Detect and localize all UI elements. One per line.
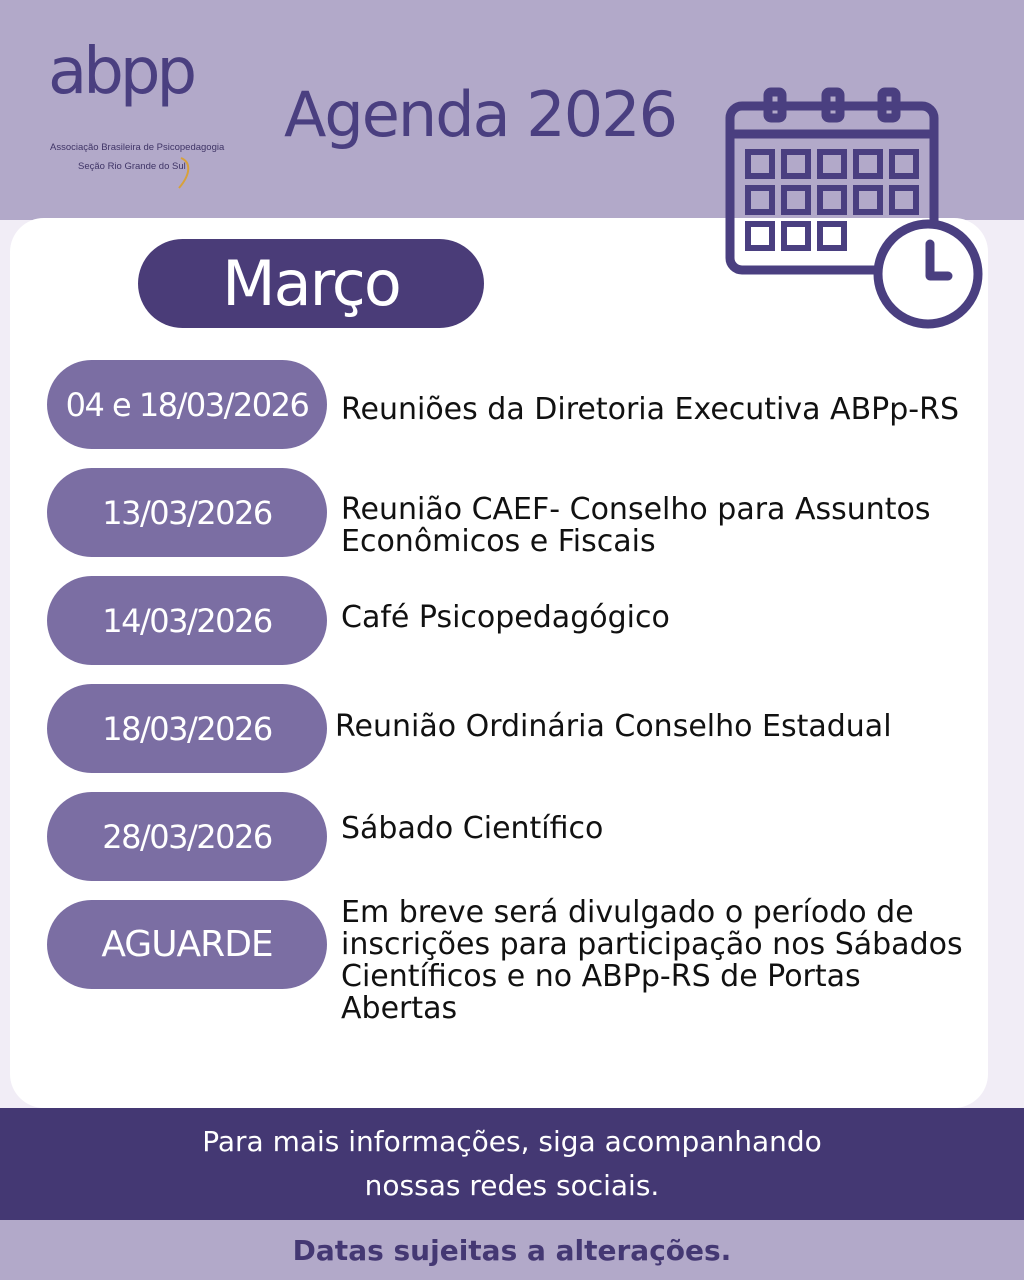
event-date-pill: 04 e 18/03/2026 <box>47 360 327 449</box>
event-description <box>335 711 975 743</box>
event-description-line: Reuniões da Diretoria Executiva ABPp-RS <box>341 392 960 427</box>
event-description-line: Em breve será divulgado o período de <box>341 895 914 930</box>
event-description <box>341 813 981 845</box>
calendar-clock-icon <box>722 86 984 330</box>
event-date-pill: 28/03/2026 <box>47 792 327 881</box>
page-title: Agenda 2026 <box>284 78 677 151</box>
logo-swoosh-icon <box>173 156 195 190</box>
event-description <box>341 394 981 426</box>
event-date-pill: 14/03/2026 <box>47 576 327 665</box>
event-description-line: Reunião Ordinária Conselho Estadual <box>335 709 892 744</box>
event-description-line: Reunião CAEF- Conselho para Assuntos <box>341 492 931 527</box>
event-description-line: Sábado Científico <box>341 811 604 846</box>
footer-text-line: nossas redes sociais. <box>364 1169 660 1202</box>
disclaimer: Datas sujeitas a alterações. <box>0 1220 1024 1280</box>
logo-mark: abpp <box>48 35 194 109</box>
logo-association-name: Associação Brasileira de Psicopedagogia <box>50 142 225 153</box>
event-date-pill: 13/03/2026 <box>47 468 327 557</box>
event-date-pill: 18/03/2026 <box>47 684 327 773</box>
logo <box>48 35 238 190</box>
event-description-line: Econômicos e Fiscais <box>341 524 656 559</box>
event-date-pill: AGUARDE <box>47 900 327 989</box>
event-description-line: Científicos e no ABPp-RS de Portas Abertas <box>341 959 861 1026</box>
event-description-line: Café Psicopedagógico <box>341 600 670 635</box>
event-description <box>341 602 981 634</box>
logo-section-name: Seção Rio Grande do Sul <box>78 161 186 172</box>
month-label: Março <box>138 239 484 328</box>
event-description <box>341 897 981 1025</box>
footer-text-line: Para mais informações, siga acompanhando <box>202 1125 822 1158</box>
event-description-line: inscrições para participação nos Sábados <box>341 927 963 962</box>
event-description <box>341 494 981 558</box>
footer-banner <box>0 1108 1024 1220</box>
